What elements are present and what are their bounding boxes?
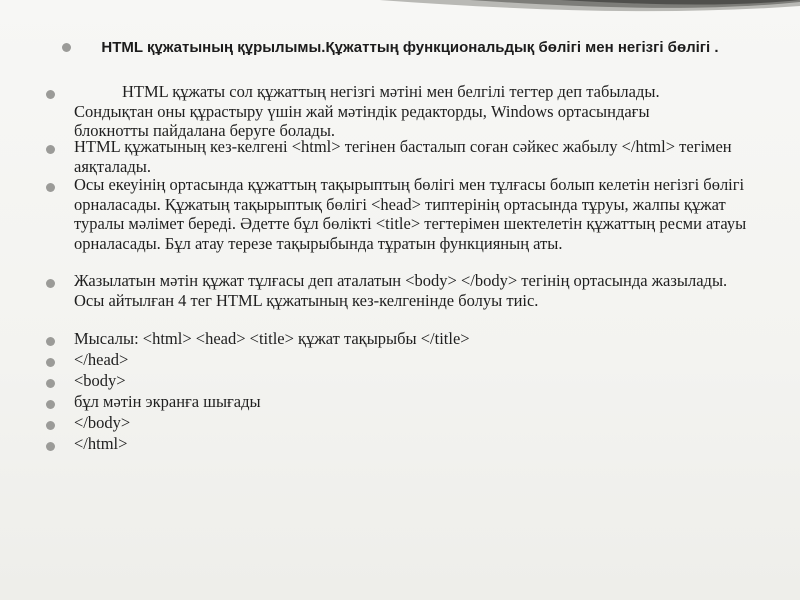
example-line-3: <body> <box>74 371 126 390</box>
example-line-1: Мысалы: <html> <head> <title> құжат тақырыбы </title> <box>74 329 470 348</box>
example-line-6: </html> <box>74 434 128 453</box>
bullet-icon <box>46 421 55 430</box>
example-line-4: бұл мәтін экранға шығады <box>74 392 261 411</box>
bullet-icon <box>46 379 55 388</box>
example-line-5: </body> <box>74 413 131 432</box>
bullet-icon <box>46 442 55 451</box>
paragraph-4: Жазылатын мәтін құжат тұлғасы деп аталатын <body> </body> тегінің ортасында жазылады. Осы айтылған 4 тег HTML құжатының кез-келгенінде болуы тиіс. <box>74 271 728 310</box>
example-line-2: </head> <box>74 350 129 369</box>
bullet-icon <box>46 183 55 192</box>
paragraph-2: HTML құжатының кез-келгені <html> тегінен басталып соған сәйкес жабылу </html> тегімен аяқталады. <box>74 137 732 176</box>
bullet-icon <box>46 400 55 409</box>
paragraph-1 <box>74 82 714 141</box>
paragraph-1-text: HTML құжаты сол құжаттың негізгі мәтіні мен белгілі тегтер деп табылады. Сондықтан оны құрастыру үшін жай мәтіндік редакторды, Windows ортасындағы блокнотты пайдалана беруге болады. <box>74 82 660 140</box>
slide-title: HTML құжатының құрылымы.Құжаттың функциональдық бөлігі мен негізгі бөлігі . <box>101 39 719 56</box>
bullet-icon <box>46 279 55 288</box>
paragraph-3: Осы екеуінің ортасында құжаттың тақырыптың бөлігі мен тұлғасы болып келетін негізгі бөлігі орналасады. Құжатың тақырыптық бөлігі <head> типтерінің ортасында тұруы, жалпы құжат туралы мәлімет береді. Әдетте бұл бөлікті <title> тегтерімен шектелетін құжаттың ресми атауы орналасады. Бұл атау терезе тақырыбында тұратын функцияның аты. <box>74 175 747 253</box>
bullet-icon <box>46 337 55 346</box>
bullet-icon <box>46 90 55 99</box>
bullet-icon <box>46 358 55 367</box>
bullet-icon <box>46 145 55 154</box>
